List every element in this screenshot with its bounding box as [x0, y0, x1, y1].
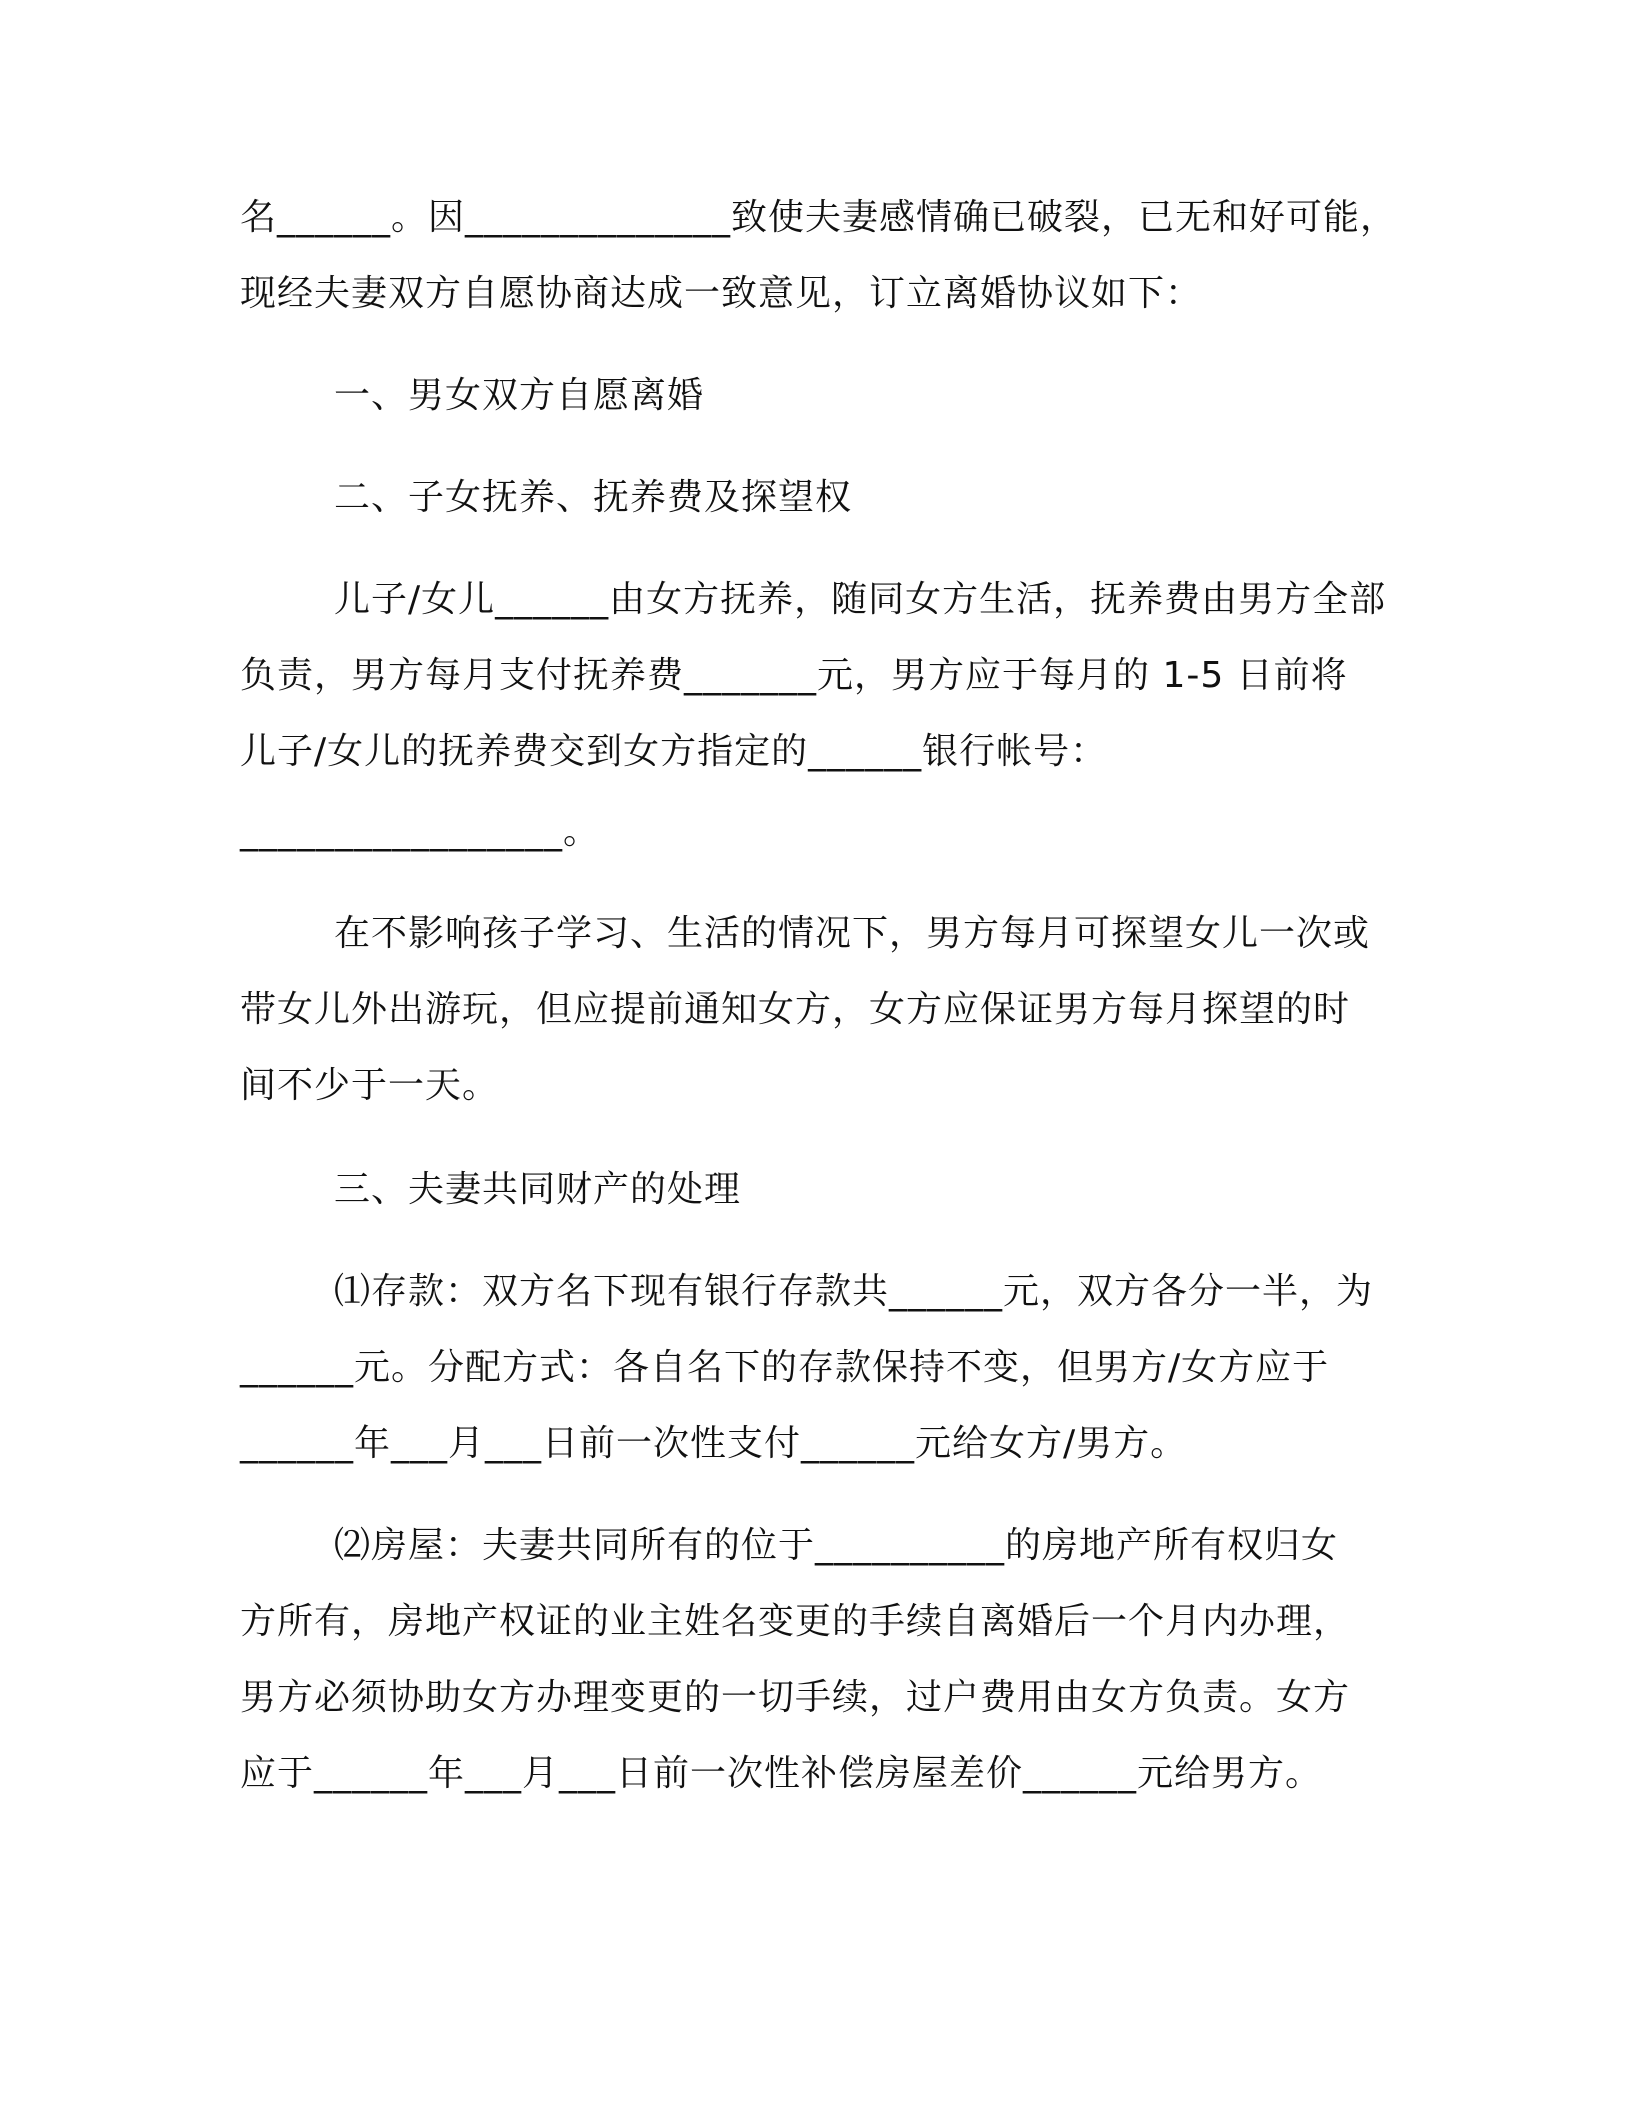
text-line: ______元。分配方式：各自名下的存款保持不变，但男方/女方应于 — [240, 1347, 1330, 1388]
text-line: ⑵房屋：夫妻共同所有的位于__________的房地产所有权归女 — [334, 1525, 1339, 1566]
text-line: 方所有，房地产权证的业主姓名变更的手续自离婚后一个月内办理， — [240, 1601, 1351, 1642]
section-heading: 三、夫妻共同财产的处理 — [334, 1169, 742, 1210]
text-line: 男方必须协助女方办理变更的一切手续，过户费用由女方负责。女方 — [240, 1677, 1351, 1718]
text-line: 间不少于一天。 — [240, 1065, 500, 1106]
text-line: 儿子/女儿______由女方抚养，随同女方生活，抚养费由男方全部 — [334, 579, 1387, 620]
section-heading: 二、子女抚养、抚养费及探望权 — [334, 477, 853, 518]
text-line: _________________。 — [240, 811, 600, 852]
text-line: 名______。因______________致使夫妻感情确已破裂，已无和好可能， — [240, 197, 1398, 238]
text-line: 在不影响孩子学习、生活的情况下，男方每月可探望女儿一次或 — [334, 913, 1371, 954]
text-line: ______年___月___日前一次性支付______元给女方/男方。 — [240, 1423, 1188, 1464]
text-line: ⑴存款：双方名下现有银行存款共______元，双方各分一半，为 — [334, 1271, 1374, 1312]
text-line: 带女儿外出游玩，但应提前通知女方，女方应保证男方每月探望的时 — [240, 989, 1351, 1030]
text-line: 应于______年___月___日前一次性补偿房屋差价______元给男方。 — [240, 1753, 1323, 1794]
section-heading: 一、男女双方自愿离婚 — [334, 375, 705, 416]
text-line: 儿子/女儿的抚养费交到女方指定的______银行帐号： — [240, 731, 1108, 772]
text-line: 负责，男方每月支付抚养费_______元，男方应于每月的 1-5 日前将 — [240, 655, 1348, 696]
text-line: 现经夫妻双方自愿协商达成一致意见，订立离婚协议如下： — [240, 273, 1203, 314]
